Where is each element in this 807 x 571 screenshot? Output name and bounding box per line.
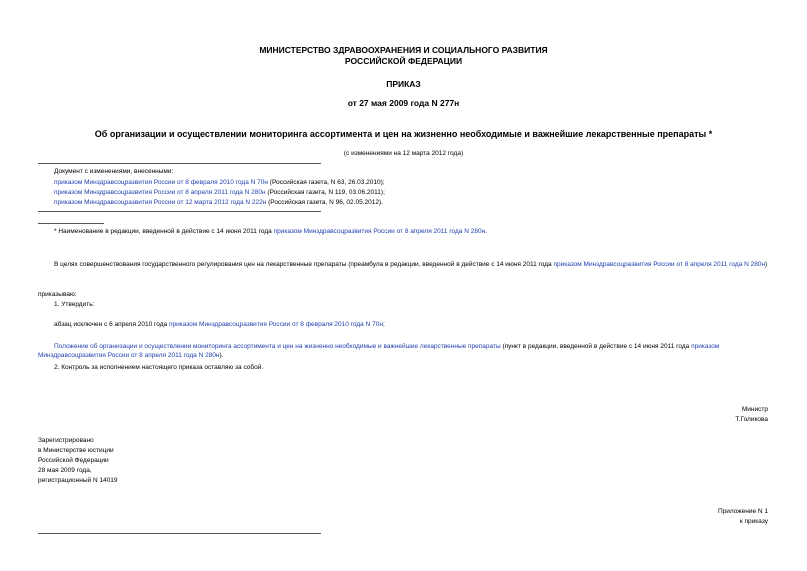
change-item-1: приказом Минздравсоцразвития России от 8 февраля 2010 года N 70н (Российская газета, N 63, 26.03.2010); — [54, 179, 385, 186]
signature-position: Министр — [741, 406, 768, 413]
footnote: * Наименование в редакции, введенной в действие с 14 июня 2011 года приказом Минздравсоцразвития России от 8 апреля 2011 года N 280н. — [54, 228, 487, 235]
ministry-name-line2: РОССИЙСКОЙ ФЕДЕРАЦИИ — [344, 56, 463, 66]
item-2: 2. Контроль за исполнением настоящего приказа оставляю за собой. — [54, 364, 264, 371]
change-link-1[interactable]: приказом Минздравсоцразвития России от 8 февраля 2010 года N 70н — [54, 179, 268, 186]
appendix-line-1: Приложение N 1 — [717, 508, 768, 515]
doc-date-number: от 27 мая 2009 года N 277н — [347, 98, 460, 108]
registration-line-5: регистрационный N 14019 — [38, 477, 118, 484]
changes-bottom-rule — [38, 211, 321, 212]
preamble: В целях совершенствования государственного регулирования цен на лекарственные препараты (преамбула в редакции, введенной в действие с 14 июня 2011 года приказом Минздравсоцразвития России от 8 апреля 2011 года N 280н) — [54, 261, 768, 268]
excluded-link[interactable]: приказом Минздравсоцразвития России от 8 февраля 2010 года N 70н — [168, 321, 383, 328]
registration-line-3: Российской Федерации — [38, 457, 109, 464]
regulation-paragraph: Положение об организации и осуществлении мониторинга ассортимента и цен на жизненно необходимые и важнейшие лекарственные препараты (пункт в редакции, введенной в действие с 14 июня 2011 года приказом Минздравсоцразвития России от 8 апреля 2011 года N 280н). — [38, 343, 720, 359]
registration-line-2: в Министерстве юстиции — [38, 447, 114, 454]
orders-word: приказываю: — [38, 291, 77, 298]
revision-note: (с изменениями на 12 марта 2012 года) — [343, 150, 464, 157]
change-item-2: приказом Минздравсоцразвития России от 8 апреля 2011 года N 280н (Российская газета, N 119, 03.06.2011); — [54, 189, 385, 196]
changes-intro: Документ с изменениями, внесенными: — [54, 168, 174, 175]
changes-top-rule — [38, 163, 321, 164]
ministry-name-line1: МИНИСТЕРСТВО ЗДРАВООХРАНЕНИЯ И СОЦИАЛЬНОГО РАЗВИТИЯ — [259, 45, 548, 55]
appendix-line-2: к приказу — [739, 518, 768, 525]
footnote-rule — [38, 223, 104, 224]
bottom-rule — [38, 533, 321, 534]
regulation-link[interactable]: Положение об организации и осуществлении мониторинга ассортимента и цен на жизненно необходимые и важнейшие лекарственные препараты — [54, 343, 501, 350]
registration-line-4: 28 мая 2009 года, — [38, 467, 92, 474]
preamble-link[interactable]: приказом Минздравсоцразвития России от 8 апреля 2011 года N 280н — [553, 261, 766, 268]
doc-type: ПРИКАЗ — [386, 79, 421, 89]
footnote-link[interactable]: приказом Минздравсоцразвития России от 8 апреля 2011 года N 280н — [273, 228, 486, 235]
change-item-3: приказом Минздравсоцразвития России от 12 марта 2012 года N 222н (Российская газета, N 96, 02.05.2012). — [54, 199, 383, 206]
doc-title: Об организации и осуществлении мониторинга ассортимента и цен на жизненно необходимые и важнейшие лекарственные препараты * — [94, 129, 713, 139]
excluded-paragraph: абзац исключен с 6 апреля 2010 года приказом Минздравсоцразвития России от 8 февраля 2010 года N 70н; — [54, 321, 385, 328]
change-link-2[interactable]: приказом Минздравсоцразвития России от 8 апреля 2011 года N 280н — [54, 189, 266, 196]
registration-line-1: Зарегистрировано — [38, 437, 94, 444]
item-1: 1. Утвердить: — [54, 301, 95, 308]
regulation-link-2[interactable]: приказом Минздравсоцразвития России от 8 апреля 2011 года N 280н — [38, 343, 720, 359]
change-link-3[interactable]: приказом Минздравсоцразвития России от 12 марта 2012 года N 222н — [54, 199, 267, 206]
signature-name: Т.Голикова — [735, 416, 768, 423]
